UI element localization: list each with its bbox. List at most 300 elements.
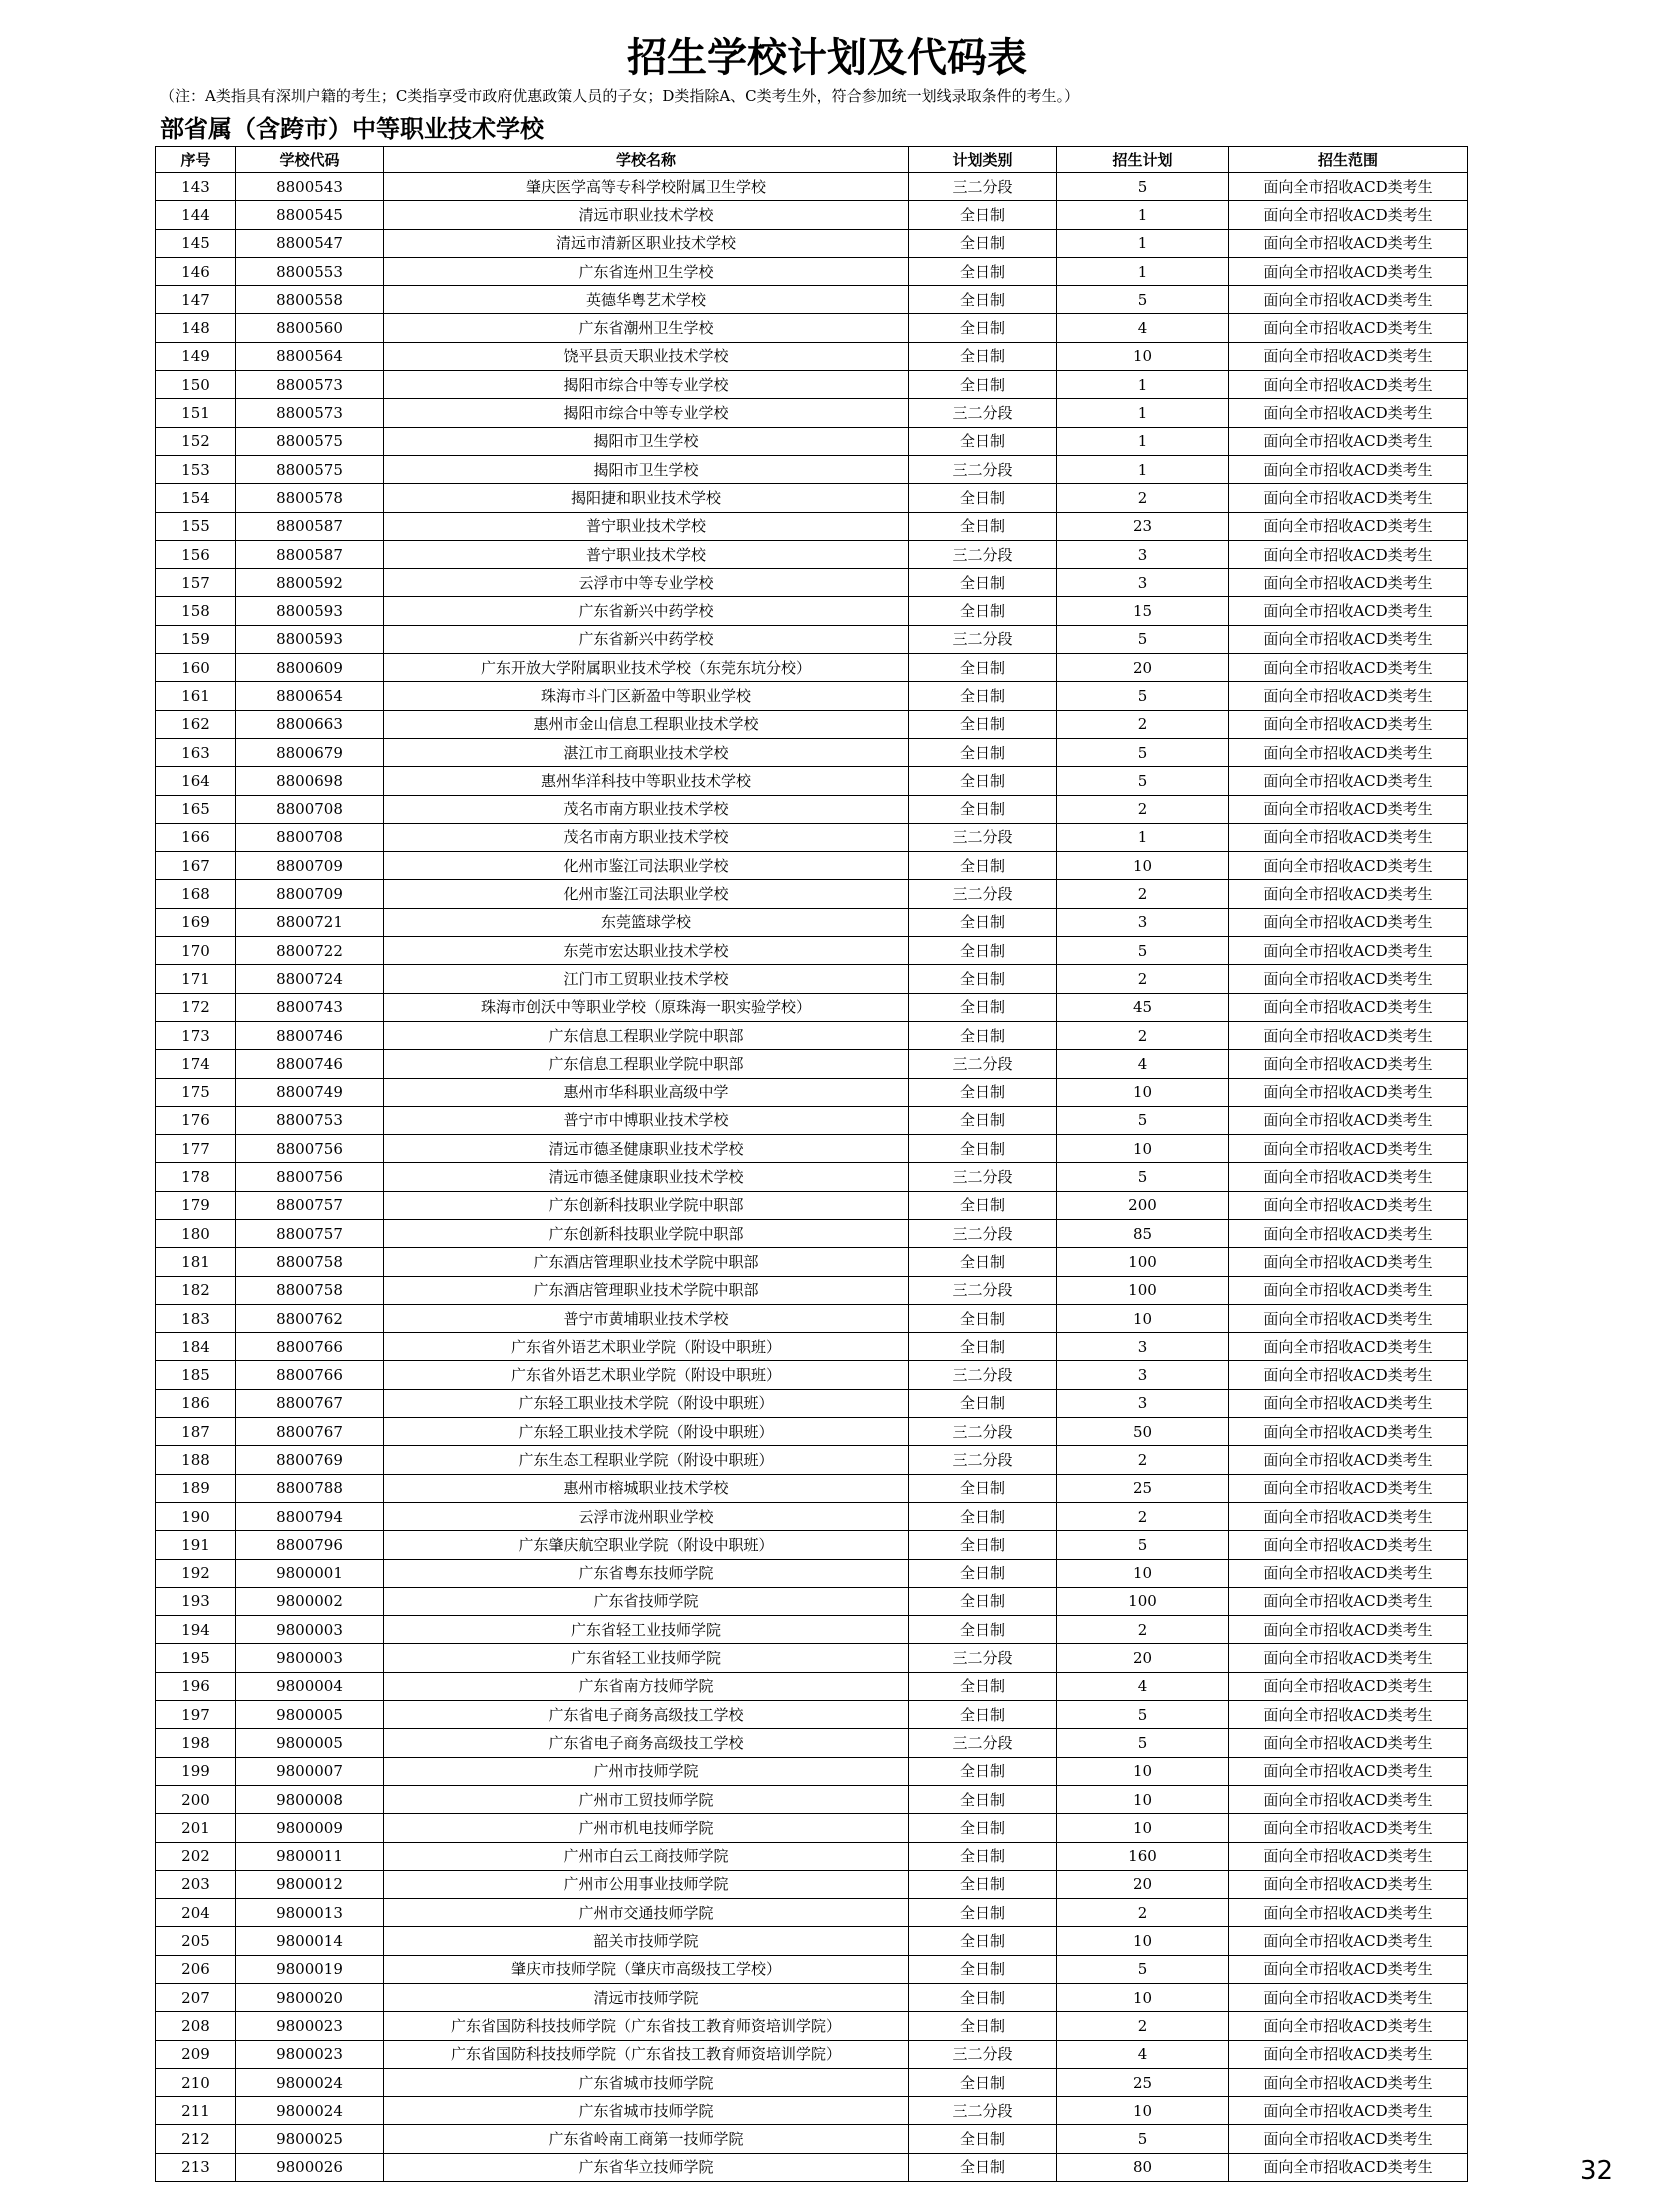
cell-school-code: 8800708 (236, 823, 384, 851)
table-row (156, 1021, 1468, 1049)
cell-enrollment-plan: 5 (1057, 738, 1229, 766)
cell-enrollment-scope: 面向全市招收ACD类考生 (1229, 569, 1468, 597)
cell-school-name: 普宁职业技术学校 (384, 540, 909, 568)
cell-school-name: 广东创新科技职业学院中职部 (384, 1191, 909, 1219)
cell-plan-type: 全日制 (909, 993, 1057, 1021)
cell-serial: 168 (156, 880, 236, 908)
cell-serial: 169 (156, 908, 236, 936)
cell-enrollment-scope: 面向全市招收ACD类考生 (1229, 2040, 1468, 2068)
cell-enrollment-plan: 100 (1057, 1587, 1229, 1615)
cell-enrollment-scope: 面向全市招收ACD类考生 (1229, 767, 1468, 795)
header-serial: 序号 (156, 147, 236, 173)
cell-plan-type: 三二分段 (909, 2040, 1057, 2068)
cell-enrollment-plan: 25 (1057, 2068, 1229, 2096)
cell-school-code: 9800005 (236, 1701, 384, 1729)
cell-serial: 173 (156, 1021, 236, 1049)
cell-serial: 158 (156, 597, 236, 625)
cell-serial: 161 (156, 682, 236, 710)
cell-serial: 144 (156, 201, 236, 229)
cell-school-name: 广东轻工职业技术学院（附设中职班） (384, 1418, 909, 1446)
cell-enrollment-plan: 2 (1057, 1446, 1229, 1474)
cell-serial: 176 (156, 1106, 236, 1134)
cell-serial: 197 (156, 1701, 236, 1729)
cell-school-name: 广东省电子商务高级技工学校 (384, 1729, 909, 1757)
cell-serial: 146 (156, 257, 236, 285)
table-row (156, 314, 1468, 342)
cell-serial: 185 (156, 1361, 236, 1389)
cell-enrollment-plan: 5 (1057, 1729, 1229, 1757)
cell-enrollment-plan: 2 (1057, 1502, 1229, 1530)
cell-serial: 179 (156, 1191, 236, 1219)
cell-school-name: 英德华粤艺术学校 (384, 286, 909, 314)
table-row (156, 1701, 1468, 1729)
cell-enrollment-scope: 面向全市招收ACD类考生 (1229, 229, 1468, 257)
cell-plan-type: 全日制 (909, 314, 1057, 342)
cell-school-name: 广东省新兴中药学校 (384, 597, 909, 625)
cell-school-code: 9800005 (236, 1729, 384, 1757)
cell-plan-type: 三二分段 (909, 1418, 1057, 1446)
cell-enrollment-plan: 5 (1057, 625, 1229, 653)
cell-school-code: 8800709 (236, 880, 384, 908)
table-row (156, 993, 1468, 1021)
cell-plan-type: 全日制 (909, 1248, 1057, 1276)
cell-enrollment-plan: 2 (1057, 710, 1229, 738)
cell-enrollment-scope: 面向全市招收ACD类考生 (1229, 1587, 1468, 1615)
cell-plan-type: 全日制 (909, 1870, 1057, 1898)
cell-plan-type: 全日制 (909, 1672, 1057, 1700)
cell-plan-type: 全日制 (909, 1984, 1057, 2012)
table-row (156, 1418, 1468, 1446)
cell-enrollment-plan: 20 (1057, 1644, 1229, 1672)
cell-serial: 192 (156, 1559, 236, 1587)
cell-plan-type: 三二分段 (909, 625, 1057, 653)
cell-school-code: 8800698 (236, 767, 384, 795)
cell-enrollment-scope: 面向全市招收ACD类考生 (1229, 1644, 1468, 1672)
cell-plan-type: 三二分段 (909, 1729, 1057, 1757)
cell-plan-type: 全日制 (909, 1616, 1057, 1644)
cell-serial: 201 (156, 1814, 236, 1842)
cell-serial: 213 (156, 2153, 236, 2181)
cell-school-code: 8800553 (236, 257, 384, 285)
cell-plan-type: 全日制 (909, 201, 1057, 229)
table-row (156, 2153, 1468, 2181)
cell-enrollment-plan: 1 (1057, 427, 1229, 455)
cell-enrollment-scope: 面向全市招收ACD类考生 (1229, 1899, 1468, 1927)
cell-enrollment-plan: 100 (1057, 1276, 1229, 1304)
cell-serial: 152 (156, 427, 236, 455)
cell-enrollment-plan: 2 (1057, 1616, 1229, 1644)
cell-plan-type: 全日制 (909, 654, 1057, 682)
cell-serial: 159 (156, 625, 236, 653)
table-row (156, 1955, 1468, 1983)
cell-school-name: 肇庆医学高等专科学校附属卫生学校 (384, 173, 909, 201)
cell-serial: 199 (156, 1757, 236, 1785)
cell-plan-type: 三二分段 (909, 1050, 1057, 1078)
table-row (156, 1984, 1468, 2012)
table-row (156, 823, 1468, 851)
table-row (156, 795, 1468, 823)
cell-serial: 151 (156, 399, 236, 427)
school-plan-table (155, 146, 1468, 2182)
cell-school-code: 8800749 (236, 1078, 384, 1106)
cell-enrollment-plan: 5 (1057, 1701, 1229, 1729)
table-row (156, 1559, 1468, 1587)
cell-plan-type: 全日制 (909, 852, 1057, 880)
cell-enrollment-plan: 5 (1057, 1106, 1229, 1134)
cell-school-code: 8800767 (236, 1389, 384, 1417)
cell-enrollment-scope: 面向全市招收ACD类考生 (1229, 2097, 1468, 2125)
cell-plan-type: 全日制 (909, 1389, 1057, 1417)
table-row (156, 2068, 1468, 2096)
table-body (156, 173, 1468, 2182)
cell-plan-type: 全日制 (909, 286, 1057, 314)
cell-school-code: 8800758 (236, 1248, 384, 1276)
cell-school-code: 9800011 (236, 1842, 384, 1870)
cell-plan-type: 全日制 (909, 569, 1057, 597)
cell-school-code: 9800008 (236, 1785, 384, 1813)
cell-school-code: 8800766 (236, 1361, 384, 1389)
cell-plan-type: 全日制 (909, 2068, 1057, 2096)
cell-school-name: 广州市公用事业技师学院 (384, 1870, 909, 1898)
cell-serial: 182 (156, 1276, 236, 1304)
cell-serial: 171 (156, 965, 236, 993)
table-row (156, 1814, 1468, 1842)
cell-serial: 207 (156, 1984, 236, 2012)
cell-enrollment-scope: 面向全市招收ACD类考生 (1229, 852, 1468, 880)
cell-enrollment-plan: 5 (1057, 1163, 1229, 1191)
cell-serial: 210 (156, 2068, 236, 2096)
cell-school-name: 东莞篮球学校 (384, 908, 909, 936)
cell-serial: 209 (156, 2040, 236, 2068)
cell-school-code: 8800587 (236, 512, 384, 540)
cell-enrollment-plan: 4 (1057, 1050, 1229, 1078)
cell-enrollment-plan: 2 (1057, 880, 1229, 908)
table-row (156, 1276, 1468, 1304)
cell-enrollment-scope: 面向全市招收ACD类考生 (1229, 965, 1468, 993)
cell-enrollment-plan: 10 (1057, 1078, 1229, 1106)
cell-school-code: 8800722 (236, 937, 384, 965)
cell-school-code: 8800757 (236, 1191, 384, 1219)
cell-enrollment-plan: 10 (1057, 1559, 1229, 1587)
cell-enrollment-plan: 10 (1057, 852, 1229, 880)
cell-enrollment-scope: 面向全市招收ACD类考生 (1229, 1219, 1468, 1247)
table-row (156, 1616, 1468, 1644)
cell-plan-type: 全日制 (909, 1701, 1057, 1729)
cell-school-name: 广东省华立技师学院 (384, 2153, 909, 2181)
cell-school-code: 8800663 (236, 710, 384, 738)
cell-enrollment-scope: 面向全市招收ACD类考生 (1229, 2153, 1468, 2181)
table-row (156, 201, 1468, 229)
cell-serial: 162 (156, 710, 236, 738)
cell-school-name: 广东省岭南工商第一技师学院 (384, 2125, 909, 2153)
cell-school-code: 9800003 (236, 1616, 384, 1644)
cell-enrollment-plan: 10 (1057, 1135, 1229, 1163)
cell-enrollment-plan: 3 (1057, 1361, 1229, 1389)
cell-serial: 164 (156, 767, 236, 795)
cell-enrollment-plan: 23 (1057, 512, 1229, 540)
cell-plan-type: 全日制 (909, 512, 1057, 540)
cell-school-code: 8800573 (236, 371, 384, 399)
cell-school-name: 广州市白云工商技师学院 (384, 1842, 909, 1870)
cell-enrollment-scope: 面向全市招收ACD类考生 (1229, 1163, 1468, 1191)
cell-school-code: 9800023 (236, 2012, 384, 2040)
cell-plan-type: 全日制 (909, 937, 1057, 965)
cell-serial: 150 (156, 371, 236, 399)
cell-enrollment-scope: 面向全市招收ACD类考生 (1229, 1502, 1468, 1530)
cell-enrollment-scope: 面向全市招收ACD类考生 (1229, 484, 1468, 512)
cell-school-code: 8800575 (236, 427, 384, 455)
cell-school-name: 东莞市宏达职业技术学校 (384, 937, 909, 965)
cell-school-name: 广东省南方技师学院 (384, 1672, 909, 1700)
cell-enrollment-scope: 面向全市招收ACD类考生 (1229, 993, 1468, 1021)
cell-enrollment-scope: 面向全市招收ACD类考生 (1229, 1729, 1468, 1757)
cell-school-name: 韶关市技师学院 (384, 1927, 909, 1955)
cell-enrollment-scope: 面向全市招收ACD类考生 (1229, 455, 1468, 483)
table-row (156, 1474, 1468, 1502)
table-row (156, 427, 1468, 455)
cell-school-code: 8800592 (236, 569, 384, 597)
cell-school-name: 惠州市金山信息工程职业技术学校 (384, 710, 909, 738)
cell-serial: 149 (156, 342, 236, 370)
cell-enrollment-plan: 4 (1057, 314, 1229, 342)
cell-enrollment-scope: 面向全市招收ACD类考生 (1229, 1757, 1468, 1785)
cell-school-code: 9800013 (236, 1899, 384, 1927)
cell-school-name: 茂名市南方职业技术学校 (384, 795, 909, 823)
cell-school-code: 8800746 (236, 1021, 384, 1049)
cell-school-code: 8800756 (236, 1163, 384, 1191)
cell-school-code: 8800724 (236, 965, 384, 993)
cell-enrollment-scope: 面向全市招收ACD类考生 (1229, 2068, 1468, 2096)
cell-enrollment-scope: 面向全市招收ACD类考生 (1229, 1106, 1468, 1134)
cell-serial: 170 (156, 937, 236, 965)
cell-school-code: 8800753 (236, 1106, 384, 1134)
table-row (156, 1333, 1468, 1361)
cell-enrollment-scope: 面向全市招收ACD类考生 (1229, 1870, 1468, 1898)
cell-enrollment-plan: 15 (1057, 597, 1229, 625)
cell-plan-type: 全日制 (909, 371, 1057, 399)
cell-plan-type: 全日制 (909, 1899, 1057, 1927)
cell-serial: 175 (156, 1078, 236, 1106)
cell-enrollment-plan: 4 (1057, 2040, 1229, 2068)
cell-school-code: 8800769 (236, 1446, 384, 1474)
cell-school-name: 揭阳市卫生学校 (384, 455, 909, 483)
header-plan-type: 计划类别 (909, 147, 1057, 173)
cell-school-name: 揭阳市综合中等专业学校 (384, 371, 909, 399)
page-title: 招生学校计划及代码表 (627, 35, 1027, 81)
cell-school-name: 揭阳市卫生学校 (384, 427, 909, 455)
cell-plan-type: 全日制 (909, 1474, 1057, 1502)
table-row (156, 937, 1468, 965)
cell-school-name: 清远市德圣健康职业技术学校 (384, 1163, 909, 1191)
table-row (156, 371, 1468, 399)
cell-serial: 194 (156, 1616, 236, 1644)
cell-enrollment-plan: 3 (1057, 1389, 1229, 1417)
cell-enrollment-scope: 面向全市招收ACD类考生 (1229, 540, 1468, 568)
cell-plan-type: 全日制 (909, 738, 1057, 766)
cell-school-name: 清远市技师学院 (384, 1984, 909, 2012)
cell-serial: 200 (156, 1785, 236, 1813)
cell-serial: 195 (156, 1644, 236, 1672)
cell-serial: 191 (156, 1531, 236, 1559)
cell-school-name: 广东轻工职业技术学院（附设中职班） (384, 1389, 909, 1417)
header-school-code: 学校代码 (236, 147, 384, 173)
cell-enrollment-plan: 200 (1057, 1191, 1229, 1219)
cell-plan-type: 全日制 (909, 1021, 1057, 1049)
cell-school-code: 8800543 (236, 173, 384, 201)
cell-serial: 212 (156, 2125, 236, 2153)
cell-serial: 202 (156, 1842, 236, 1870)
table-row (156, 2012, 1468, 2040)
table-row (156, 1050, 1468, 1078)
cell-plan-type: 三二分段 (909, 1163, 1057, 1191)
cell-enrollment-plan: 1 (1057, 229, 1229, 257)
cell-serial: 206 (156, 1955, 236, 1983)
cell-serial: 205 (156, 1927, 236, 1955)
cell-school-code: 9800024 (236, 2097, 384, 2125)
cell-plan-type: 全日制 (909, 908, 1057, 936)
cell-enrollment-scope: 面向全市招收ACD类考生 (1229, 1361, 1468, 1389)
table-row (156, 1191, 1468, 1219)
cell-plan-type: 三二分段 (909, 399, 1057, 427)
cell-enrollment-plan: 1 (1057, 399, 1229, 427)
cell-serial: 204 (156, 1899, 236, 1927)
cell-school-code: 8800746 (236, 1050, 384, 1078)
cell-enrollment-plan: 2 (1057, 2012, 1229, 2040)
cell-enrollment-scope: 面向全市招收ACD类考生 (1229, 880, 1468, 908)
cell-enrollment-scope: 面向全市招收ACD类考生 (1229, 173, 1468, 201)
cell-enrollment-scope: 面向全市招收ACD类考生 (1229, 2125, 1468, 2153)
cell-school-code: 9800009 (236, 1814, 384, 1842)
cell-enrollment-scope: 面向全市招收ACD类考生 (1229, 1814, 1468, 1842)
cell-plan-type: 全日制 (909, 965, 1057, 993)
table-row (156, 767, 1468, 795)
table-row (156, 286, 1468, 314)
cell-school-code: 8800757 (236, 1219, 384, 1247)
cell-serial: 156 (156, 540, 236, 568)
cell-enrollment-plan: 1 (1057, 257, 1229, 285)
cell-serial: 208 (156, 2012, 236, 2040)
cell-plan-type: 全日制 (909, 1587, 1057, 1615)
table-row (156, 399, 1468, 427)
cell-school-code: 8800758 (236, 1276, 384, 1304)
cell-enrollment-plan: 5 (1057, 173, 1229, 201)
table-row (156, 1785, 1468, 1813)
cell-school-code: 8800762 (236, 1304, 384, 1332)
cell-enrollment-scope: 面向全市招收ACD类考生 (1229, 1021, 1468, 1049)
cell-school-code: 8800679 (236, 738, 384, 766)
cell-enrollment-plan: 10 (1057, 1814, 1229, 1842)
cell-enrollment-plan: 5 (1057, 286, 1229, 314)
cell-enrollment-scope: 面向全市招收ACD类考生 (1229, 597, 1468, 625)
cell-enrollment-scope: 面向全市招收ACD类考生 (1229, 738, 1468, 766)
cell-serial: 178 (156, 1163, 236, 1191)
cell-plan-type: 全日制 (909, 342, 1057, 370)
table-row (156, 908, 1468, 936)
cell-school-code: 8800564 (236, 342, 384, 370)
cell-enrollment-scope: 面向全市招收ACD类考生 (1229, 1304, 1468, 1332)
cell-school-code: 8800743 (236, 993, 384, 1021)
cell-school-code: 9800023 (236, 2040, 384, 2068)
cell-plan-type: 全日制 (909, 1757, 1057, 1785)
cell-enrollment-plan: 20 (1057, 654, 1229, 682)
cell-enrollment-scope: 面向全市招收ACD类考生 (1229, 342, 1468, 370)
cell-plan-type: 全日制 (909, 682, 1057, 710)
cell-plan-type: 全日制 (909, 1304, 1057, 1332)
table-row (156, 597, 1468, 625)
cell-school-code: 8800708 (236, 795, 384, 823)
cell-school-name: 广州市交通技师学院 (384, 1899, 909, 1927)
cell-school-name: 清远市清新区职业技术学校 (384, 229, 909, 257)
cell-plan-type: 全日制 (909, 1927, 1057, 1955)
cell-enrollment-scope: 面向全市招收ACD类考生 (1229, 1984, 1468, 2012)
cell-school-name: 广东酒店管理职业技术学院中职部 (384, 1276, 909, 1304)
cell-school-name: 云浮市中等专业学校 (384, 569, 909, 597)
cell-school-name: 惠州市华科职业高级中学 (384, 1078, 909, 1106)
cell-school-name: 广东省轻工业技师学院 (384, 1644, 909, 1672)
cell-school-code: 9800019 (236, 1955, 384, 1983)
cell-plan-type: 全日制 (909, 1531, 1057, 1559)
cell-enrollment-scope: 面向全市招收ACD类考生 (1229, 314, 1468, 342)
cell-enrollment-plan: 85 (1057, 1219, 1229, 1247)
table-row (156, 1757, 1468, 1785)
cell-serial: 166 (156, 823, 236, 851)
table-row (156, 484, 1468, 512)
cell-school-name: 广东开放大学附属职业技术学校（东莞东坑分校） (384, 654, 909, 682)
cell-plan-type: 全日制 (909, 1955, 1057, 1983)
cell-school-code: 9800012 (236, 1870, 384, 1898)
cell-serial: 153 (156, 455, 236, 483)
cell-school-code: 9800026 (236, 2153, 384, 2181)
cell-school-code: 8800593 (236, 625, 384, 653)
cell-serial: 186 (156, 1389, 236, 1417)
cell-serial: 180 (156, 1219, 236, 1247)
table-row (156, 1106, 1468, 1134)
category-note: （注：A类指具有深圳户籍的考生；C类指享受市政府优惠政策人员的子女；D类指除A、C类考生外，符合参加统一划线录取条件的考生。） (160, 87, 1080, 105)
cell-school-name: 广州市技师学院 (384, 1757, 909, 1785)
cell-enrollment-scope: 面向全市招收ACD类考生 (1229, 399, 1468, 427)
cell-serial: 203 (156, 1870, 236, 1898)
table-row (156, 682, 1468, 710)
cell-plan-type: 全日制 (909, 1842, 1057, 1870)
cell-school-name: 江门市工贸职业技术学校 (384, 965, 909, 993)
cell-serial: 160 (156, 654, 236, 682)
cell-school-code: 8800575 (236, 455, 384, 483)
cell-school-code: 9800007 (236, 1757, 384, 1785)
cell-school-code: 9800024 (236, 2068, 384, 2096)
cell-serial: 167 (156, 852, 236, 880)
cell-enrollment-scope: 面向全市招收ACD类考生 (1229, 427, 1468, 455)
table-row (156, 2097, 1468, 2125)
cell-enrollment-scope: 面向全市招收ACD类考生 (1229, 1248, 1468, 1276)
cell-serial: 196 (156, 1672, 236, 1700)
cell-enrollment-plan: 5 (1057, 767, 1229, 795)
cell-serial: 147 (156, 286, 236, 314)
cell-school-name: 广东肇庆航空职业学院（附设中职班） (384, 1531, 909, 1559)
cell-school-code: 8800593 (236, 597, 384, 625)
cell-serial: 155 (156, 512, 236, 540)
cell-enrollment-plan: 50 (1057, 1418, 1229, 1446)
cell-enrollment-plan: 80 (1057, 2153, 1229, 2181)
cell-serial: 211 (156, 2097, 236, 2125)
cell-serial: 163 (156, 738, 236, 766)
table-row (156, 1163, 1468, 1191)
cell-enrollment-plan: 3 (1057, 908, 1229, 936)
cell-enrollment-scope: 面向全市招收ACD类考生 (1229, 823, 1468, 851)
table-row (156, 738, 1468, 766)
cell-plan-type: 全日制 (909, 1785, 1057, 1813)
cell-school-name: 广东省国防科技技师学院（广东省技工教育师资培训学院） (384, 2040, 909, 2068)
cell-plan-type: 全日制 (909, 710, 1057, 738)
